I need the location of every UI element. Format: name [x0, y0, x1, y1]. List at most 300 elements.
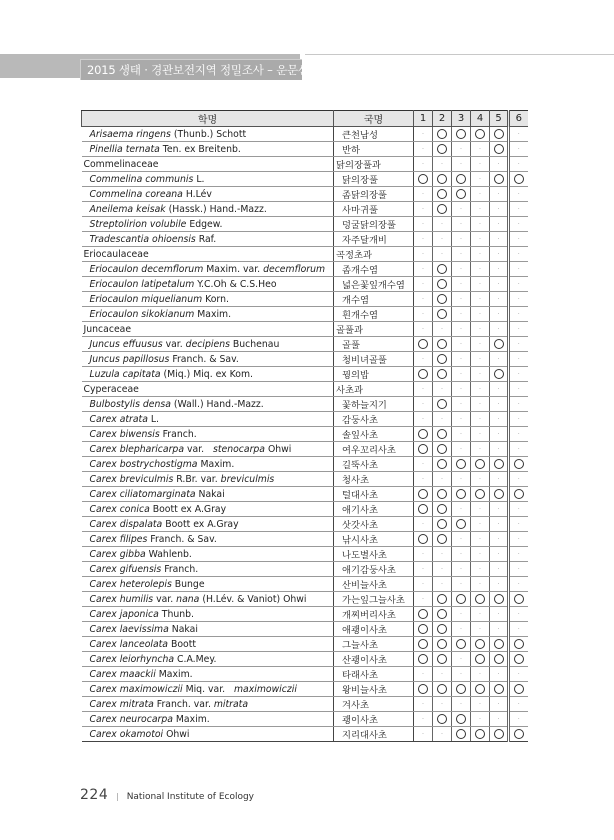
present-circle-icon: [514, 174, 524, 184]
name-part: Nakai: [195, 488, 225, 500]
site-1-cell: [414, 142, 433, 157]
site-3-cell: [452, 487, 471, 502]
site-4-cell: [471, 367, 490, 382]
name-part: Raf.: [195, 233, 217, 245]
present-circle-icon: [456, 489, 466, 499]
absent-dot-icon: ·: [517, 519, 520, 528]
site-4-cell: [471, 352, 490, 367]
site-6-cell: [509, 517, 528, 532]
scientific-name-cell: [82, 202, 334, 217]
scientific-name-cell: [82, 142, 334, 157]
site-4-cell: [471, 622, 490, 637]
site-5-cell: [490, 457, 509, 472]
absent-dot-icon: ·: [517, 699, 520, 708]
absent-dot-icon: ·: [517, 504, 520, 513]
korean-name-cell: 괭이사초: [334, 712, 414, 727]
present-circle-icon: [475, 729, 485, 739]
site-4-cell: [471, 547, 490, 562]
site-2-cell: [433, 412, 452, 427]
site-4-cell: [471, 562, 490, 577]
present-circle-icon: [437, 144, 447, 154]
absent-dot-icon: ·: [478, 519, 482, 528]
absent-dot-icon: ·: [478, 189, 482, 198]
site-4-cell: [471, 262, 490, 277]
korean-name-cell: 산괭이사초: [334, 652, 414, 667]
site-1-cell: [414, 532, 433, 547]
name-part: Ten. ex Breitenb.: [159, 143, 241, 155]
name-part: Maxim. var.: [203, 263, 264, 275]
korean-name-cell: 겨사초: [334, 697, 414, 712]
site-3-cell: [452, 637, 471, 652]
korean-name-cell: 타래사초: [334, 667, 414, 682]
absent-dot-icon: ·: [517, 159, 520, 168]
header-rule: [305, 54, 614, 55]
species-row: [82, 127, 528, 142]
present-circle-icon: [437, 339, 447, 349]
name-part: C.A.Mey.: [174, 653, 217, 665]
site-4-cell: [471, 337, 490, 352]
italic-name-part: maximowiczii: [234, 683, 297, 695]
scientific-name-cell: [82, 277, 334, 292]
absent-dot-icon: ·: [421, 324, 425, 333]
present-circle-icon: [514, 729, 524, 739]
site-2-cell: [433, 472, 452, 487]
present-circle-icon: [494, 174, 504, 184]
species-row: [82, 652, 528, 667]
site-5-cell: [490, 322, 509, 337]
table-body: [82, 127, 528, 742]
absent-dot-icon: ·: [517, 669, 520, 678]
italic-name-part: stenocarpa: [212, 443, 266, 455]
site-5-cell: [490, 562, 509, 577]
italic-name-part: Carex laevissima: [89, 623, 169, 635]
site-3-cell: [452, 622, 471, 637]
absent-dot-icon: ·: [459, 579, 463, 588]
site-4-cell: [471, 502, 490, 517]
site-5-cell: [490, 187, 509, 202]
absent-dot-icon: ·: [421, 354, 425, 363]
site-5-cell: [490, 217, 509, 232]
italic-name-part: Carex blepharicarpa: [89, 443, 185, 455]
site-5-cell: [490, 277, 509, 292]
site-6-cell: [509, 202, 528, 217]
name-part: Wahlenb.: [145, 548, 192, 560]
species-row: [82, 637, 528, 652]
absent-dot-icon: ·: [497, 474, 500, 483]
korean-name-cell: 닭의장풀: [334, 172, 414, 187]
korean-name-cell: 감둥사초: [334, 412, 414, 427]
italic-name-part: Juncus effuusus: [89, 338, 163, 350]
absent-dot-icon: ·: [517, 354, 520, 363]
scientific-name-cell: [82, 247, 334, 262]
scientific-name-cell: [82, 607, 334, 622]
name-part: Juncaceae: [83, 323, 132, 335]
absent-dot-icon: ·: [478, 444, 482, 453]
absent-dot-icon: ·: [497, 579, 500, 588]
present-circle-icon: [418, 609, 428, 619]
present-circle-icon: [456, 174, 466, 184]
absent-dot-icon: ·: [517, 534, 520, 543]
site-1-cell: [414, 157, 433, 172]
korean-name-cell: 반하: [334, 142, 414, 157]
site-2-cell: [433, 382, 452, 397]
site-1-cell: [414, 682, 433, 697]
site-1-cell: [414, 727, 433, 742]
absent-dot-icon: ·: [497, 444, 500, 453]
absent-dot-icon: ·: [421, 474, 425, 483]
name-part: Y.C.Oh & C.S.Heo: [194, 278, 277, 290]
name-part: Edgew.: [186, 218, 223, 230]
species-row: [82, 412, 528, 427]
absent-dot-icon: ·: [497, 279, 500, 288]
species-row: [82, 487, 528, 502]
absent-dot-icon: ·: [478, 339, 482, 348]
site-3-cell: [452, 472, 471, 487]
name-part: Eriocaulaceae: [83, 248, 149, 260]
site-4-cell: [471, 727, 490, 742]
site-2-cell: [433, 262, 452, 277]
present-circle-icon: [475, 129, 485, 139]
site-6-cell: [509, 277, 528, 292]
absent-dot-icon: ·: [459, 429, 463, 438]
site-3-cell: [452, 127, 471, 142]
absent-dot-icon: ·: [517, 129, 520, 138]
absent-dot-icon: ·: [459, 234, 463, 243]
absent-dot-icon: ·: [478, 429, 482, 438]
site-4-cell: [471, 667, 490, 682]
present-circle-icon: [437, 174, 447, 184]
korean-name-cell: 털대사초: [334, 487, 414, 502]
species-row: [82, 577, 528, 592]
italic-name-part: Carex neurocarpa: [89, 713, 173, 725]
site-2-cell: [433, 247, 452, 262]
absent-dot-icon: ·: [478, 324, 482, 333]
scientific-name-cell: [82, 352, 334, 367]
absent-dot-icon: ·: [440, 474, 444, 483]
species-row: [82, 547, 528, 562]
site-6-cell: [509, 247, 528, 262]
species-row: [82, 172, 528, 187]
site-1-cell: [414, 322, 433, 337]
italic-name-part: Carex ciliatomarginata: [89, 488, 196, 500]
site-3-cell: [452, 727, 471, 742]
site-3-cell: [452, 352, 471, 367]
publisher-name: National Institute of Ecology: [126, 792, 255, 802]
site-6-cell: [509, 667, 528, 682]
name-part: Cyperaceae: [83, 383, 139, 395]
site-6-cell: [509, 547, 528, 562]
present-circle-icon: [514, 489, 524, 499]
absent-dot-icon: ·: [478, 714, 482, 723]
scientific-name-cell: [82, 457, 334, 472]
site-6-cell: [509, 262, 528, 277]
species-row: [82, 292, 528, 307]
korean-name-cell: 지리대사초: [334, 727, 414, 742]
site-5-cell: [490, 397, 509, 412]
absent-dot-icon: ·: [459, 564, 463, 573]
site-2-cell: [433, 592, 452, 607]
name-part: Maxim.: [194, 308, 232, 320]
present-circle-icon: [418, 639, 428, 649]
species-row: [82, 532, 528, 547]
site-5-cell: [490, 712, 509, 727]
absent-dot-icon: ·: [459, 669, 463, 678]
site-6-cell: [509, 217, 528, 232]
site-6-cell: [509, 697, 528, 712]
name-part: (Wall.) Hand.-Mazz.: [170, 398, 264, 410]
site-6-cell: [509, 637, 528, 652]
korean-name-cell: 닭의장풀과: [334, 157, 414, 172]
site-3-cell: [452, 232, 471, 247]
site-1-cell: [414, 232, 433, 247]
site-1-cell: [414, 202, 433, 217]
site-5-cell: [490, 142, 509, 157]
present-circle-icon: [418, 174, 428, 184]
site-5-cell: [490, 682, 509, 697]
site-2-cell: [433, 352, 452, 367]
korean-name-cell: 좀개수염: [334, 262, 414, 277]
absent-dot-icon: ·: [517, 429, 520, 438]
italic-name-part: mitrata: [213, 698, 249, 710]
site-2-cell: [433, 532, 452, 547]
absent-dot-icon: ·: [497, 219, 500, 228]
absent-dot-icon: ·: [497, 669, 500, 678]
site-3-cell: [452, 532, 471, 547]
absent-dot-icon: ·: [440, 669, 444, 678]
site-4-cell: [471, 592, 490, 607]
korean-name-cell: 낚시사초: [334, 532, 414, 547]
scientific-name-cell: [82, 472, 334, 487]
species-row: [82, 517, 528, 532]
scientific-name-cell: [82, 667, 334, 682]
name-part: L.: [193, 173, 205, 185]
site-2-cell: [433, 607, 452, 622]
absent-dot-icon: ·: [440, 549, 444, 558]
present-circle-icon: [456, 129, 466, 139]
species-row: [82, 202, 528, 217]
present-circle-icon: [494, 129, 504, 139]
name-part: Miq. var.: [182, 683, 234, 695]
site-1-cell: [414, 397, 433, 412]
species-row: [82, 397, 528, 412]
site-4-cell: [471, 382, 490, 397]
korean-name-cell: 넓은꽃잎개수염: [334, 277, 414, 292]
present-circle-icon: [437, 639, 447, 649]
family-row: [82, 157, 528, 172]
present-circle-icon: [494, 144, 504, 154]
name-part: Nakai: [168, 623, 198, 635]
absent-dot-icon: ·: [517, 339, 520, 348]
absent-dot-icon: ·: [421, 414, 425, 423]
present-circle-icon: [437, 684, 447, 694]
present-circle-icon: [494, 369, 504, 379]
present-circle-icon: [437, 204, 447, 214]
site-5-cell: [490, 262, 509, 277]
site-2-cell: [433, 172, 452, 187]
site-5-cell: [490, 232, 509, 247]
species-row: [82, 232, 528, 247]
korean-name-cell: 애기사초: [334, 502, 414, 517]
absent-dot-icon: ·: [421, 669, 425, 678]
species-row: [82, 607, 528, 622]
species-row: [82, 427, 528, 442]
site-4-cell: [471, 712, 490, 727]
absent-dot-icon: ·: [517, 294, 520, 303]
site-4-cell: [471, 442, 490, 457]
absent-dot-icon: ·: [459, 609, 463, 618]
present-circle-icon: [437, 189, 447, 199]
site-6-cell: [509, 142, 528, 157]
present-circle-icon: [514, 459, 524, 469]
absent-dot-icon: ·: [478, 564, 482, 573]
site-5-cell: [490, 442, 509, 457]
absent-dot-icon: ·: [497, 294, 500, 303]
present-circle-icon: [456, 459, 466, 469]
absent-dot-icon: ·: [421, 699, 425, 708]
site-5-cell: [490, 592, 509, 607]
absent-dot-icon: ·: [478, 699, 482, 708]
korean-name-cell: 골풀과: [334, 322, 414, 337]
site-3-cell: [452, 262, 471, 277]
absent-dot-icon: ·: [459, 354, 463, 363]
site-5-cell: [490, 487, 509, 502]
present-circle-icon: [494, 459, 504, 469]
absent-dot-icon: ·: [421, 189, 425, 198]
site-5-cell: [490, 637, 509, 652]
korean-name-cell: 애괭이사초: [334, 622, 414, 637]
species-row: [82, 352, 528, 367]
site-6-cell: [509, 442, 528, 457]
present-circle-icon: [437, 279, 447, 289]
species-row: [82, 697, 528, 712]
site-6-cell: [509, 487, 528, 502]
name-part: Commelinaceae: [83, 158, 159, 170]
korean-name-cell: 개수염: [334, 292, 414, 307]
site-4-cell: [471, 397, 490, 412]
absent-dot-icon: ·: [421, 549, 425, 558]
site-2-cell: [433, 502, 452, 517]
site-5-cell: [490, 697, 509, 712]
site-1-cell: [414, 412, 433, 427]
species-row: [82, 592, 528, 607]
name-part: Franch.: [161, 563, 199, 575]
site-3-cell: [452, 217, 471, 232]
absent-dot-icon: ·: [459, 384, 463, 393]
italic-name-part: Carex filipes: [89, 533, 148, 545]
species-row: [82, 367, 528, 382]
site-6-cell: [509, 157, 528, 172]
site-5-cell: [490, 427, 509, 442]
scientific-name-cell: [82, 727, 334, 742]
absent-dot-icon: ·: [421, 144, 425, 153]
korean-name-cell: 청사초: [334, 472, 414, 487]
site-1-cell: [414, 247, 433, 262]
col-header-site-6: 6: [509, 111, 528, 127]
site-6-cell: [509, 532, 528, 547]
absent-dot-icon: ·: [478, 669, 482, 678]
species-row: [82, 442, 528, 457]
site-3-cell: [452, 202, 471, 217]
absent-dot-icon: ·: [421, 294, 425, 303]
korean-name-cell: 여우꼬리사초: [334, 442, 414, 457]
present-circle-icon: [475, 654, 485, 664]
italic-name-part: decipiens: [185, 338, 230, 350]
italic-name-part: Eriocaulon miquelianum: [89, 293, 203, 305]
absent-dot-icon: ·: [440, 729, 444, 738]
absent-dot-icon: ·: [478, 159, 482, 168]
site-1-cell: [414, 697, 433, 712]
absent-dot-icon: ·: [478, 474, 482, 483]
absent-dot-icon: ·: [517, 579, 520, 588]
site-5-cell: [490, 292, 509, 307]
species-row: [82, 562, 528, 577]
site-6-cell: [509, 472, 528, 487]
absent-dot-icon: ·: [517, 324, 520, 333]
korean-name-cell: 솔잎사초: [334, 427, 414, 442]
absent-dot-icon: ·: [421, 729, 425, 738]
present-circle-icon: [494, 729, 504, 739]
absent-dot-icon: ·: [497, 429, 500, 438]
present-circle-icon: [437, 714, 447, 724]
site-5-cell: [490, 157, 509, 172]
name-part: Maxim.: [197, 458, 235, 470]
absent-dot-icon: ·: [478, 234, 482, 243]
scientific-name-cell: [82, 172, 334, 187]
absent-dot-icon: ·: [421, 399, 425, 408]
present-circle-icon: [437, 594, 447, 604]
present-circle-icon: [418, 504, 428, 514]
absent-dot-icon: ·: [517, 204, 520, 213]
absent-dot-icon: ·: [517, 384, 520, 393]
site-5-cell: [490, 127, 509, 142]
site-6-cell: [509, 337, 528, 352]
family-row: [82, 247, 528, 262]
site-3-cell: [452, 502, 471, 517]
absent-dot-icon: ·: [440, 159, 444, 168]
absent-dot-icon: ·: [421, 309, 425, 318]
italic-name-part: Carex biwensis: [89, 428, 160, 440]
col-header-scientific-name: 학명: [82, 111, 334, 127]
site-6-cell: [509, 577, 528, 592]
absent-dot-icon: ·: [478, 309, 482, 318]
species-row: [82, 622, 528, 637]
scientific-name-cell: [82, 217, 334, 232]
absent-dot-icon: ·: [497, 249, 500, 258]
present-circle-icon: [494, 594, 504, 604]
site-5-cell: [490, 667, 509, 682]
site-2-cell: [433, 622, 452, 637]
absent-dot-icon: ·: [421, 579, 425, 588]
scientific-name-cell: [82, 187, 334, 202]
species-row: [82, 667, 528, 682]
present-circle-icon: [437, 429, 447, 439]
site-3-cell: [452, 517, 471, 532]
site-1-cell: [414, 307, 433, 322]
korean-name-cell: 그늘사초: [334, 637, 414, 652]
site-4-cell: [471, 202, 490, 217]
korean-name-cell: 꽃하늘지기: [334, 397, 414, 412]
korean-name-cell: 삿갓사초: [334, 517, 414, 532]
species-table: [81, 110, 528, 742]
absent-dot-icon: ·: [421, 234, 425, 243]
site-2-cell: [433, 637, 452, 652]
name-part: Buchenau: [229, 338, 280, 350]
scientific-name-cell: [82, 577, 334, 592]
present-circle-icon: [475, 639, 485, 649]
absent-dot-icon: ·: [517, 219, 520, 228]
present-circle-icon: [475, 594, 485, 604]
site-2-cell: [433, 157, 452, 172]
